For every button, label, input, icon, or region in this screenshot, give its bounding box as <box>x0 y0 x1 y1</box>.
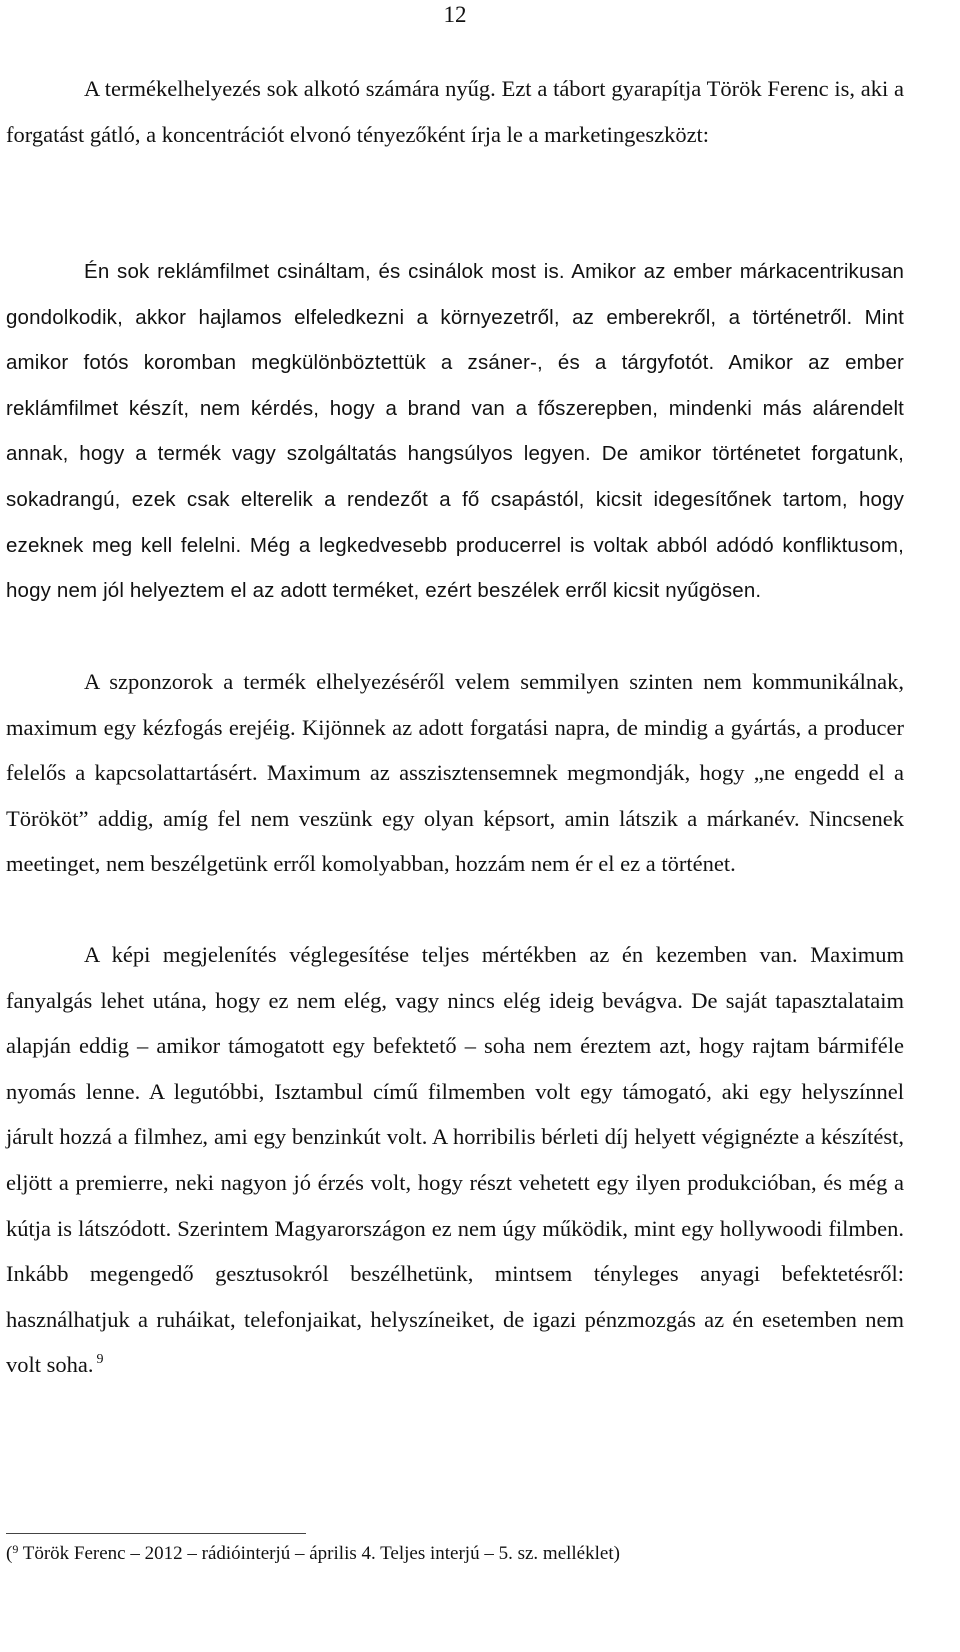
intro-paragraph <box>6 66 904 157</box>
intro-paragraph-text: A termékelhelyezés sok alkotó számára nyűg. Ezt a tábort gyarapítja Török Ferenc is, aki a forgatást gátló, a koncentrációt elvonó tényezőként írja le a marketingeszközt: <box>6 76 904 147</box>
footnote-divider <box>6 1533 306 1534</box>
quote-paragraph-3-text: A képi megjelenítés véglegesítése teljes mértékben az én kezemben van. Maximum fanyalgás lehet utána, hogy ez nem elég, vagy nincs elég ideig bevágva. De saját tapasztalataim alapján eddig – amikor támogatott egy befektető – soha nem éreztem azt, hogy rajtam bármiféle nyomás lenne. A legutóbbi, Isztambul című filmemben volt egy támogató, aki egy helyszínnel járult hozzá a filmhez, ami egy benzinkút volt. A horribilis bérleti díj helyett végignézte a készítést, eljött a premierre, neki nagyon jó érzés volt, hogy részt vehetett egy ilyen produkcióban, és még a kútja is látszódott. Szerintem Magyarországon ez nem úgy működik, mint egy hollywoodi filmben. Inkább megengedő gesztusokról beszélhetünk, mintsem tényleges anyagi befektetésről: használhatjuk a ruháikat, telefonjaikat, helyszíneiket, de igazi pénzmozgás az én esetemben nem volt soha. <box>6 942 904 1378</box>
page-number: 12 <box>443 2 467 27</box>
quote-paragraph-3 <box>6 932 904 1388</box>
footnote-reference: 9 <box>96 1352 104 1368</box>
footnote-marker: 9 <box>12 1542 19 1556</box>
quote-paragraph-1 <box>6 249 904 614</box>
footnote-open-paren: ( <box>6 1543 13 1564</box>
footnote <box>6 1543 906 1565</box>
quote-paragraph-1-text: Én sok reklámfilmet csináltam, és csinálok most is. Amikor az ember márkacentrikusan gondolkodik, akkor hajlamos elfeledkezni a környezetről, az emberekről, a történetről. Mint amikor fotós koromban megkülönböztettük a zsáner-, és a tárgyfotót. Amikor az ember reklámfilmet készít, nem kérdés, hogy a brand van a főszerepben, mindenki más alárendelt annak, hogy a termék vagy szolgáltatás hangsúlyos legyen. De amikor történetet forgatunk, sokadrangú, ezek csak elterelik a rendezőt a fő csapástól, kicsit idegesítőnek tartom, hogy ezeknek meg kell felelni. Még a legkedvesebb producerrel is voltak abból adódó konfliktusom, hogy nem jól helyeztem el az adott terméket, ezért beszélek erről kicsit nyűgösen. <box>6 260 904 603</box>
quote-paragraph-2 <box>6 659 904 887</box>
footnote-text: Török Ferenc – 2012 – rádióinterjú – április 4. Teljes interjú – 5. sz. melléklet) <box>18 1543 620 1564</box>
quote-paragraph-2-text: A szponzorok a termék elhelyezéséről velem semmilyen szinten nem kommunikálnak, maximum egy kézfogás erejéig. Kijönnek az adott forgatási napra, de mindig a gyártás, a producer felelős a kapcsolattartásért. Maximum az asszisztensemnek megmondják, hogy „ne engedd el a Törököt” addig, amíg fel nem veszünk egy olyan képsort, amin látszik a márkanév. Nincsenek meetinget, nem beszélgetünk erről komolyabban, hozzám nem ér el ez a történet. <box>6 669 904 877</box>
